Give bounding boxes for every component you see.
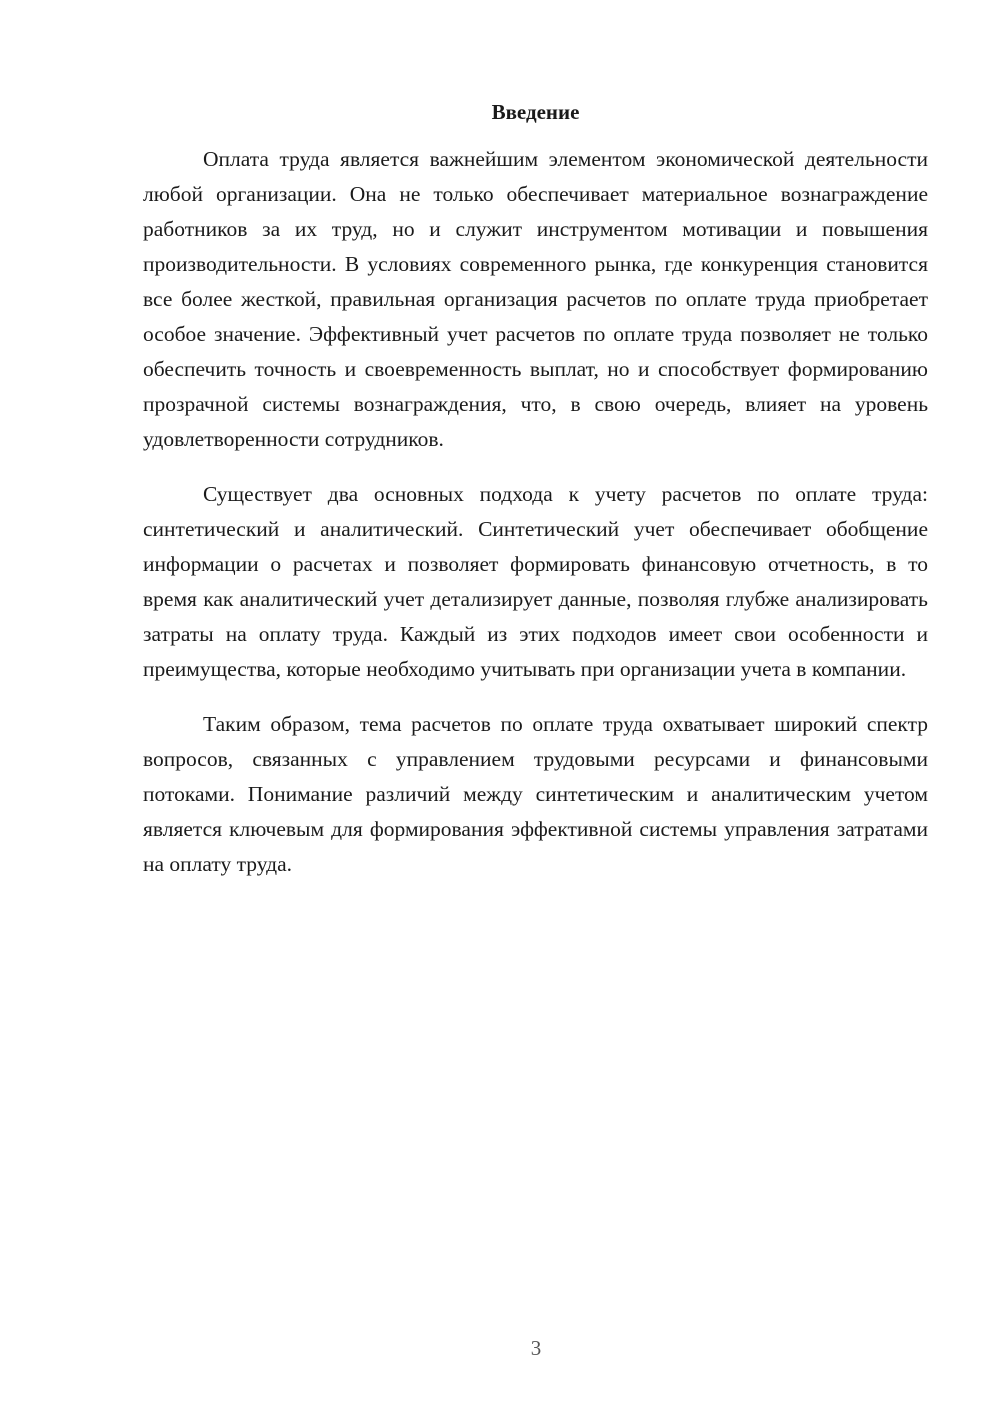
body-text — [143, 142, 928, 882]
paragraph-3: Таким образом, тема расчетов по оплате труда охватывает широкий спектр вопросов, связанных с управлением трудовыми ресурсами и финансовыми потоками. Понимание различий между синтетическим и аналитическим учетом является ключевым для формирования эффективной системы управления затратами на оплату труда. — [143, 712, 928, 876]
section-heading: Введение — [491, 100, 580, 124]
paragraph-2: Существует два основных подхода к учету расчетов по оплате труда: синтетический и аналитический. Синтетический учет обеспечивает обобщение информации о расчетах и позволяет формировать финансовую отчетность, в то время как аналитический учет детализирует данные, позволяя глубже анализировать затраты на оплату труда. Каждый из этих подходов имеет свои особенности и преимущества, которые необходимо учитывать при организации учета в компании. — [143, 482, 928, 681]
paragraph-1: Оплата труда является важнейшим элементом экономической деятельности любой организации. Она не только обеспечивает материальное вознаграждение работников за их труд, но и служит инструментом мотивации и повышения производительности. В условиях современного рынка, где конкуренция становится все более жесткой, правильная организация расчетов по оплате труда приобретает особое значение. Эффективный учет расчетов по оплате труда позволяет не только обеспечить точность и своевременность выплат, но и способствует формированию прозрачной системы вознаграждения, что, в свою очередь, влияет на уровень удовлетворенности сотрудников. — [143, 147, 928, 451]
page-number: 3 — [530, 1336, 542, 1360]
